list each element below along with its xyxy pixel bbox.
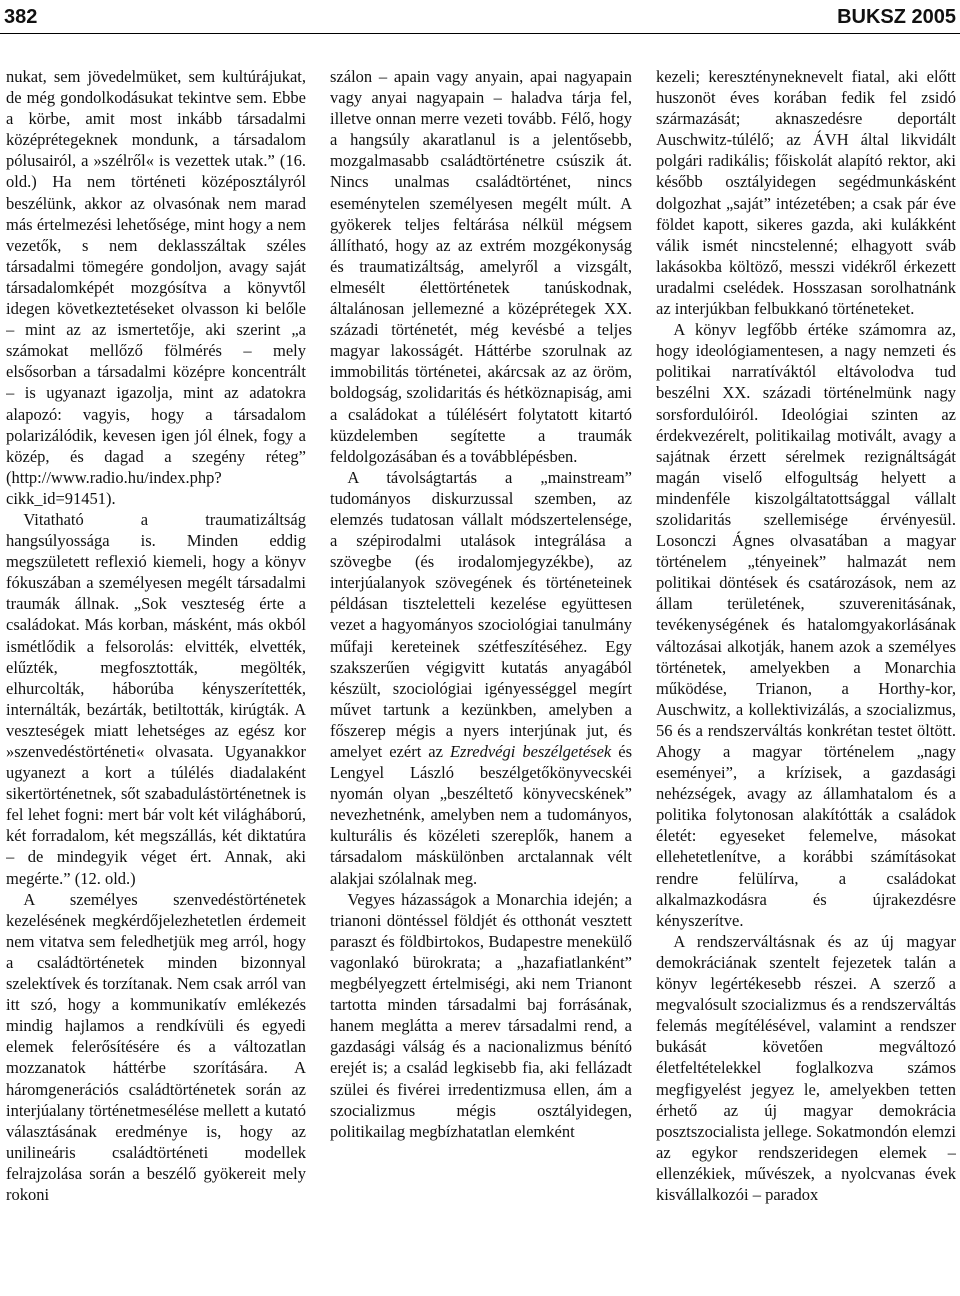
- journal-title: BUKSZ 2005: [837, 6, 956, 28]
- text-column-2: [330, 66, 632, 1292]
- header-rule: [0, 33, 960, 34]
- paragraph: nukat, sem jövedelmüket, sem kultúrájukat, de még gondolkodásukat tekintve sem. Ebbe a körbe, amit most inkább társadalmi középrétegeknek mondunk, a társadalom pólusairól, a »szélről« is vezettek utak.” (16. old.) Ha nem történeti középosztályról beszélünk, akkor az olvasónak nem marad más értelmezési lehetősége, mint hogy a nem vezetők, s nem deklasszáltak széles társadalmi tömegére gondoljon, avagy saját társadalomképét mozgósítva a könyvtől idegen következtetéseket olvasson ki belőle – mint az az ismertetője, aki szerint „a számokat mellőző fölmérés – mely elsősorban a társadalmi középre koncentrált – is ugyanazt igazolja, mint az adatokra alapozó: vagyis, hogy a társadalom polarizálódik, kevesen igen jól élnek, fogy a közép, és dagad a szegény réteg” (http://www.radio.hu/index.php?cikk_id=91451).: [6, 67, 306, 508]
- paragraph: Vitatható a traumatizáltság hangsúlyossága is. Minden eddig megszületett reflexió kiemeli, hogy a könyv fókuszában a személyesen megélt társadalmi traumák állnak. „Sok veszteség érte a családokat. Más korban, másként, más okból ismétlődik a felsorolás: elvitték, elvették, elűzték, megfosztották, megölték, elhurcolták, háborúba kényszerítették, internálták, bezárták, betiltották, kirúgták. A veszteségek miatt lehetséges az egész kor »szenvedéstörténeti« olvasata. Ugyanakkor ugyanezt a kort a túlélés diadalaként sikertörténetnek, sőt szabadulástörténetnek is fel lehet fogni: mert bár volt két világháború, két forradalom, két megszállás, két diktatúra – de mindegyik véget ért. Annak, aki megérte.” (12. old.): [6, 509, 306, 888]
- paragraph: Vegyes házasságok a Monarchia idején; a trianoni döntéssel földjét és otthonát vesztett paraszt és földbirtokos, Budapestre menekülő vagonlakó bürokrata; a „hazafiatlanként” megbélyegzett értelmiségi, aki nem Trianont tartotta minden társadalmi baj forrásának, hanem meglátta a merev társadalmi rend, a gazdasági válság és a nacionalizmus bénító erejét is; a család legkisebb fia, aki fellázadt szülei és fivérei irredentizmusa ellen, ám a szocializmus mégis osztályidegen, politikailag megbízhatatlan elemként: [330, 889, 632, 1141]
- italic-book-title: Ezredvégi beszélgetések: [449, 742, 612, 761]
- text-column-3: [656, 66, 956, 1292]
- paragraph-text: A távolságtartás a „mainstream” tudományos diskurzussal szemben, az elemzés tudatosan vállalt módszertelensége, a szépirodalmi utalások integrálása a szövegbe (és irodalomjegyzékbe), az interjúalanyok szövegének és történeteinek példásan tiszteletteli kezelése együttesen vezet a hagyományos szociológiai tanulmány műfaji kereteinek szétfeszítéséhez. Egy szakszerűen végigvitt kutatás anyagából készült, szociológiai igényességgel megírt művet tartunk a kezünkben, amelyben a főszerep mégis a nyers interjúnak jut, és amelyet ezért az: [330, 467, 632, 761]
- paragraph: [330, 467, 632, 889]
- paragraph: A könyv legfőbb értéke számomra az, hogy ideológiamentesen, a nagy nemzeti és politikai narratíváktól eltávolodva tud beszélni XX. századi történelmünk nagy sorsfordulóiról. Ideológiai szinten az érdekvezérelt, politikailag motivált, avagy a sajátnak érzett sérelmek rezignáltságát magán viselő elfogultság helyett a mindenféle kiszolgáltatottsággal vállalt szolidaritás szellemisége érvényesül. Losonczi Ágnes olvasatában a magyar történelem „tényeinek” halmazát nem politikai döntések és csatározások, nem az állam területének, szuverenitásának, tevékenységének és hatalomgyakorlásának változásai alkotják, hanem azok a személyes történetek, amelyekben a Monarchia működése, Trianon, a Horthy-kor, Auschwitz, a kollektivizálás, a szocializmus, 56 és a rendszerváltás konkrétan testet öltött. Ahogy a magyar történelem „nagy eseményei”, a krízisek, a gazdasági nehézségek, avagy az államhatalom és a politika folytonosan alakítótták a családok életét: egyeseket felemelve, másokat ellehetetlenítve, a korábbi számításokat rendre felülírva, a családokat alkalmazkodásra és újrakezdésre kényszerítve.: [656, 320, 956, 930]
- paragraph: A rendszerváltásnak és az új magyar demokráciának szentelt fejezetek talán a könyv legértékesebb részei. A szerző a megvalósult szocializmus és a rendszerváltás felemás megítélésével, valamint a rendszer bukását követően megváltozó életfeltételekkel foglalkozva számos megfigyelést jegyez le, amelyekben tetten érhető az új magyar demokrácia posztszocialista jellege. Sokatmondón elemzi az egykor rendszeridegen elemek – ellenzékiek, művészek, a nyolcvanas évek kisvállalkozói – paradox: [656, 931, 956, 1204]
- running-head: [4, 0, 956, 34]
- paragraph-text-continued: és Lengyel László beszélgetőkönyvecskéi nyomán olyan „beszéltető könyvecskének” nevezhetnénk, amelyben nem a tudományos, kulturális és közéleti szereplők, hanem a társadalom máskülönben arctalannak vélt alakjai szólalnak meg.: [330, 742, 632, 888]
- paragraph: A személyes szenvedéstörténetek kezelésének megkérdőjelezhetetlen érdemeit nem vitatva sem feledhetjük meg arról, hogy a családtörténetek minden bizonnyal szelektívek és torzítanak. Nem csak arról van itt szó, hogy a kommunikatív emlékezés mindig hajlamos a rendkívüli és egyedi elemek felerősítésére és a változatlan mozzanatok háttérbe szorítására. A háromgenerációs családtörténetek során az interjúalany történetmesélése mellett a kutató választásának eredménye is, hogy az unilineáris családtörténeti modellek felrajzolása során a beszélő gyökereit mely rokoni: [6, 889, 306, 1204]
- paragraph: kezeli; keresztényneknevelt fiatal, aki előtt huszonöt éves korában fedik fel zsidó származását; aknaszedésre deportált Auschwitz-túlélő; az ÁVH által likvidált polgári radikális; főiskolát alapító rektor, aki később osztályidegen segédmunkásként dolgozhat „saját” intézetében; a csak pár éve földet kapott, sikeres gazda, aki kulákként válik ismét nincstelenné; elhagyott sváb lakásokba költöző, messzi vidékről érkezett uradalmi cselédek. Hosszasan sorolhatnánk az interjúkban felbukkanó történeteket.: [656, 67, 956, 319]
- paragraph: szálon – apain vagy anyain, apai nagyapain vagy anyai nagyapain – haladva tárja fel, illetve onnan merre vezeti tovább. Félő, hogy a hangsúly akaratlanul is a jelentősebb, mozgalmasabb családtörténetre csúszik át. Nincs unalmas családtörténet, nincs eseménytelen személyesen megélt múlt. A gyökerek teljes feltárása nélkül mégsem állítható, hogy az az extrém mozgékonyság és traumatizáltság, amelyről a vizsgált, elmesélt élettörténetek tanúskodnak, általánosan jellemezné a középrétegek XX. századi történetét, még kevésbé a teljes magyar lakosságét. Háttérbe szorulnak az immobilitás történetei, akárcsak az az öröm, boldogság, szolidaritás és hétköznapiság, ami a családokat a túlélésért folytatott kitartó küzdelemben segítette a traumák feldolgozásában és a továbblépésben.: [330, 67, 632, 466]
- page-number: 382: [4, 6, 38, 28]
- text-column-1: [6, 66, 306, 1292]
